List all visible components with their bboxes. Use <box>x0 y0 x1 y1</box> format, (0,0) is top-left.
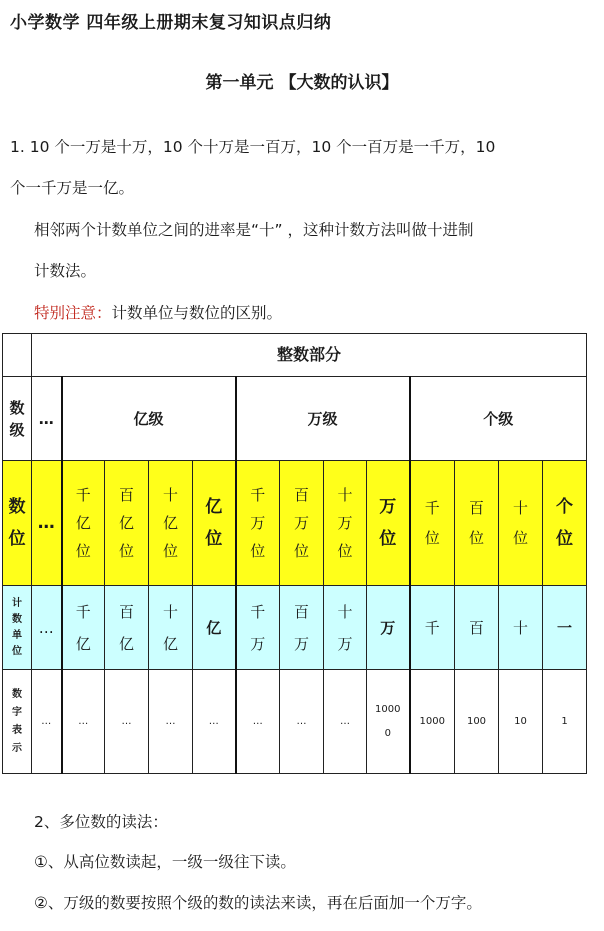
reading-rule-1: ①、从高位数读起，一级一级往下读。 <box>34 853 296 871</box>
place-bai: 百 位 <box>455 461 499 586</box>
level-ge: 个级 <box>410 377 587 461</box>
row-label-shuzibiaoshi: 数 字 表 示 <box>3 670 32 774</box>
reading-rule-2: ②、万级的数要按照个级的数的读法来读，再在后面加一个万字。 <box>34 894 482 912</box>
level-ellipsis: … <box>32 377 62 461</box>
num-yi: … <box>193 670 236 774</box>
place-yi: 亿 位 <box>193 461 236 586</box>
num-wan: 1000 0 <box>367 670 410 774</box>
place-shi: 十 位 <box>499 461 543 586</box>
corner-cell <box>3 334 32 377</box>
integer-part-header: 整数部分 <box>32 334 587 377</box>
note-text: 计数单位与数位的区别。 <box>111 304 283 322</box>
num-shi: 10 <box>499 670 543 774</box>
section-2-heading: 2、多位数的读法： <box>34 813 168 831</box>
place-value-table <box>2 333 587 774</box>
num-ge: 1 <box>543 670 587 774</box>
num-shiwan: … <box>324 670 367 774</box>
paragraph-2-line-1: 相邻两个计数单位之间的进率是“十” ，这种计数方法叫做十进制 <box>34 221 474 239</box>
row-label-shuji: 数 级 <box>3 377 32 461</box>
unit-wan: 万 <box>367 586 410 670</box>
num-shiyi: … <box>149 670 193 774</box>
unit-shiyi: 十 亿 <box>149 586 193 670</box>
page-title: 小学数学 四年级上册期末复习知识点归纳 <box>10 13 332 33</box>
unit-yi: 亿 <box>193 586 236 670</box>
num-qianyi: … <box>62 670 105 774</box>
unit-yi-one: 一 <box>543 586 587 670</box>
row-label-jishudanwei: 计 数 单 位 <box>3 586 32 670</box>
place-qianwan: 千 万 位 <box>236 461 280 586</box>
place-qianyi: 千 亿 位 <box>62 461 105 586</box>
paragraph-2-line-2: 计数法。 <box>34 262 97 280</box>
level-wan: 万级 <box>236 377 410 461</box>
num-baiyi: … <box>105 670 149 774</box>
unit-bai: 百 <box>455 586 499 670</box>
num-ellipsis: … <box>32 670 62 774</box>
paragraph-1-line-1: 1. 10 个一万是十万，10 个十万是一百万，10 个一百万是一千万，10 <box>10 138 496 156</box>
place-shiyi: 十 亿 位 <box>149 461 193 586</box>
note-line <box>34 303 282 323</box>
unit-heading: 第一单元 【大数的认识】 <box>205 73 399 93</box>
place-baiwan: 百 万 位 <box>280 461 324 586</box>
place-ge: 个 位 <box>543 461 587 586</box>
row-label-shuwei: 数 位 <box>3 461 32 586</box>
unit-qianwan: 千 万 <box>236 586 280 670</box>
place-ellipsis: … <box>32 461 62 586</box>
unit-shiwan: 十 万 <box>324 586 367 670</box>
num-qian: 1000 <box>410 670 455 774</box>
place-wan: 万 位 <box>367 461 410 586</box>
paragraph-1-line-2: 个一千万是一亿。 <box>10 179 135 197</box>
unit-baiwan: 百 万 <box>280 586 324 670</box>
place-qian: 千 位 <box>410 461 455 586</box>
level-yi: 亿级 <box>62 377 236 461</box>
unit-baiyi: 百 亿 <box>105 586 149 670</box>
place-shiwan: 十 万 位 <box>324 461 367 586</box>
num-bai: 100 <box>455 670 499 774</box>
unit-ellipsis: … <box>32 586 62 670</box>
num-baiwan: … <box>280 670 324 774</box>
place-baiyi: 百 亿 位 <box>105 461 149 586</box>
unit-shi: 十 <box>499 586 543 670</box>
num-qianwan: … <box>236 670 280 774</box>
unit-qianyi: 千 亿 <box>62 586 105 670</box>
unit-qian: 千 <box>410 586 455 670</box>
note-label: 特别注意： <box>34 304 112 322</box>
